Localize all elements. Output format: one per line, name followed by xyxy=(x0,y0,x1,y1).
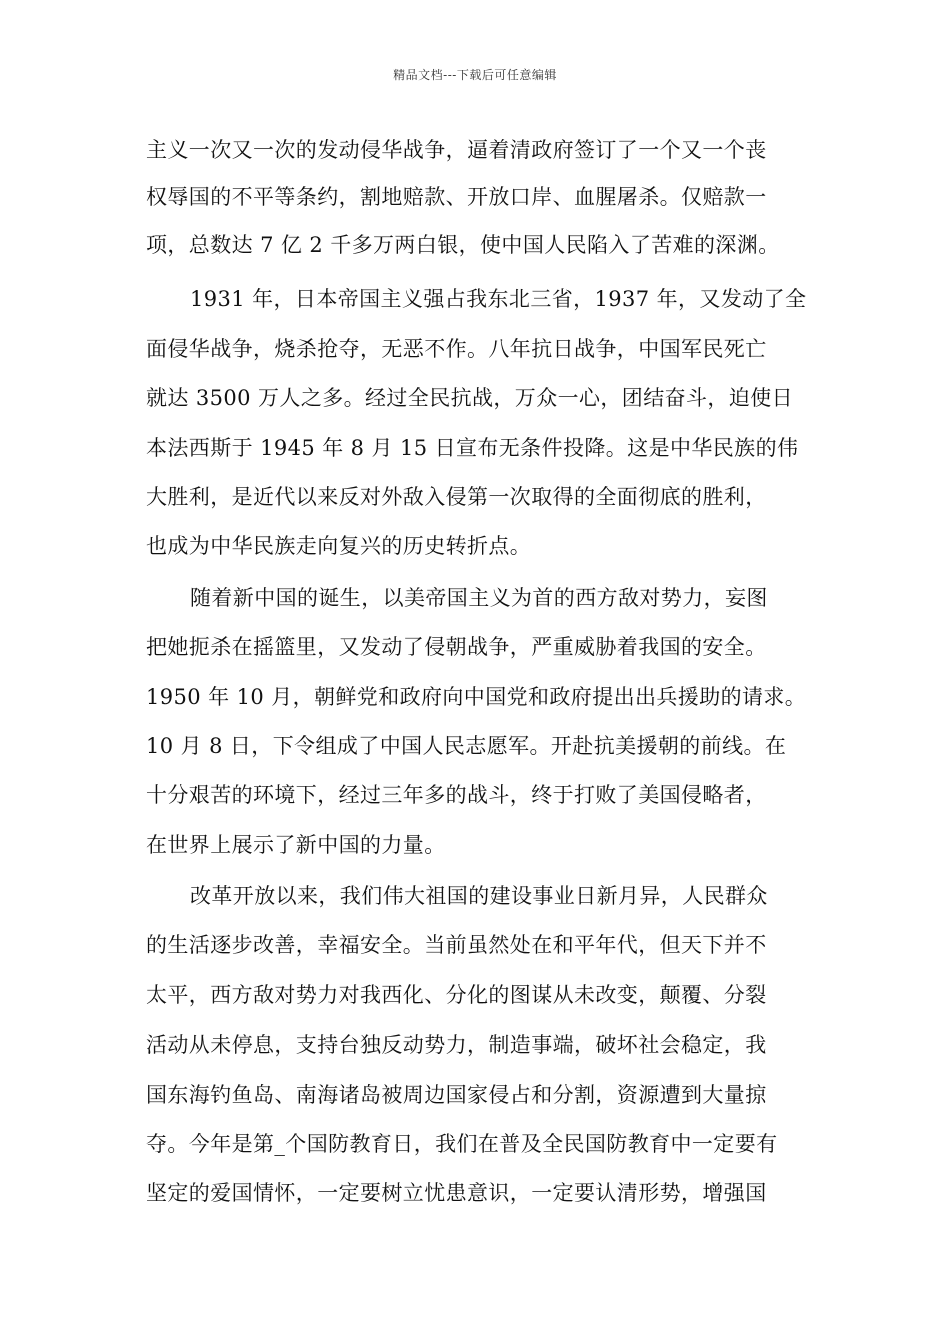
text-line: 十分艰苦的环境下，经过三年多的战斗，终于打败了美国侵略者， xyxy=(146,783,767,807)
text-line: 把她扼杀在摇篮里，又发动了侵朝战争，严重威胁着我国的安全。 xyxy=(146,635,767,659)
paragraph-first-line: 随着新中国的诞生，以美帝国主义为首的西方敌对势力，妄图 xyxy=(190,586,768,610)
text-line: 就达 3500 万人之多。经过全民抗战，万众一心，团结奋斗，迫使日 xyxy=(146,386,793,410)
text-line: 夺。今年是第_个国防教育日，我们在普及全民国防教育中一定要有 xyxy=(146,1132,778,1156)
text-line: 活动从未停息，支持台独反动势力，制造事端，破坏社会稳定，我 xyxy=(146,1033,767,1057)
paragraph-first-line: 1931 年，日本帝国主义强占我东北三省，1937 年，又发动了全 xyxy=(190,287,807,311)
text-line: 本法西斯于 1945 年 8 月 15 日宣布无条件投降。这是中华民族的伟 xyxy=(146,436,799,460)
page-header: 精品文档---下载后可任意编辑 xyxy=(393,68,557,82)
text-line: 项，总数达 7 亿 2 千多万两白银，使中国人民陷入了苦难的深渊。 xyxy=(146,233,780,257)
text-line: 的生活逐步改善，幸福安全。当前虽然处在和平年代，但天下并不 xyxy=(146,933,767,957)
text-line: 权辱国的不平等条约，割地赔款、开放口岸、血腥屠杀。仅赔款一 xyxy=(146,185,767,209)
text-line: 太平，西方敌对势力对我西化、分化的图谋从未改变，颠覆、分裂 xyxy=(146,983,767,1007)
text-line: 国东海钓鱼岛、南海诸岛被周边国家侵占和分割，资源遭到大量掠 xyxy=(146,1083,767,1107)
text-line: 面侵华战争，烧杀抢夺，无恶不作。八年抗日战争，中国军民死亡 xyxy=(146,337,767,361)
text-line: 在世界上展示了新中国的力量。 xyxy=(146,833,446,857)
text-line: 1950 年 10 月，朝鲜党和政府向中国党和政府提出出兵援助的请求。 xyxy=(146,685,807,709)
paragraph-first-line: 改革开放以来，我们伟大祖国的建设事业日新月异，人民群众 xyxy=(190,884,768,908)
text-line: 10 月 8 日，下令组成了中国人民志愿军。开赴抗美援朝的前线。在 xyxy=(146,734,787,758)
text-line: 坚定的爱国情怀，一定要树立忧患意识，一定要认清形势，增强国 xyxy=(146,1181,767,1205)
text-line: 也成为中华民族走向复兴的历史转折点。 xyxy=(146,534,532,558)
text-line: 主义一次又一次的发动侵华战争，逼着清政府签订了一个又一个丧 xyxy=(146,138,767,162)
text-line: 大胜利，是近代以来反对外敌入侵第一次取得的全面彻底的胜利， xyxy=(146,485,767,509)
